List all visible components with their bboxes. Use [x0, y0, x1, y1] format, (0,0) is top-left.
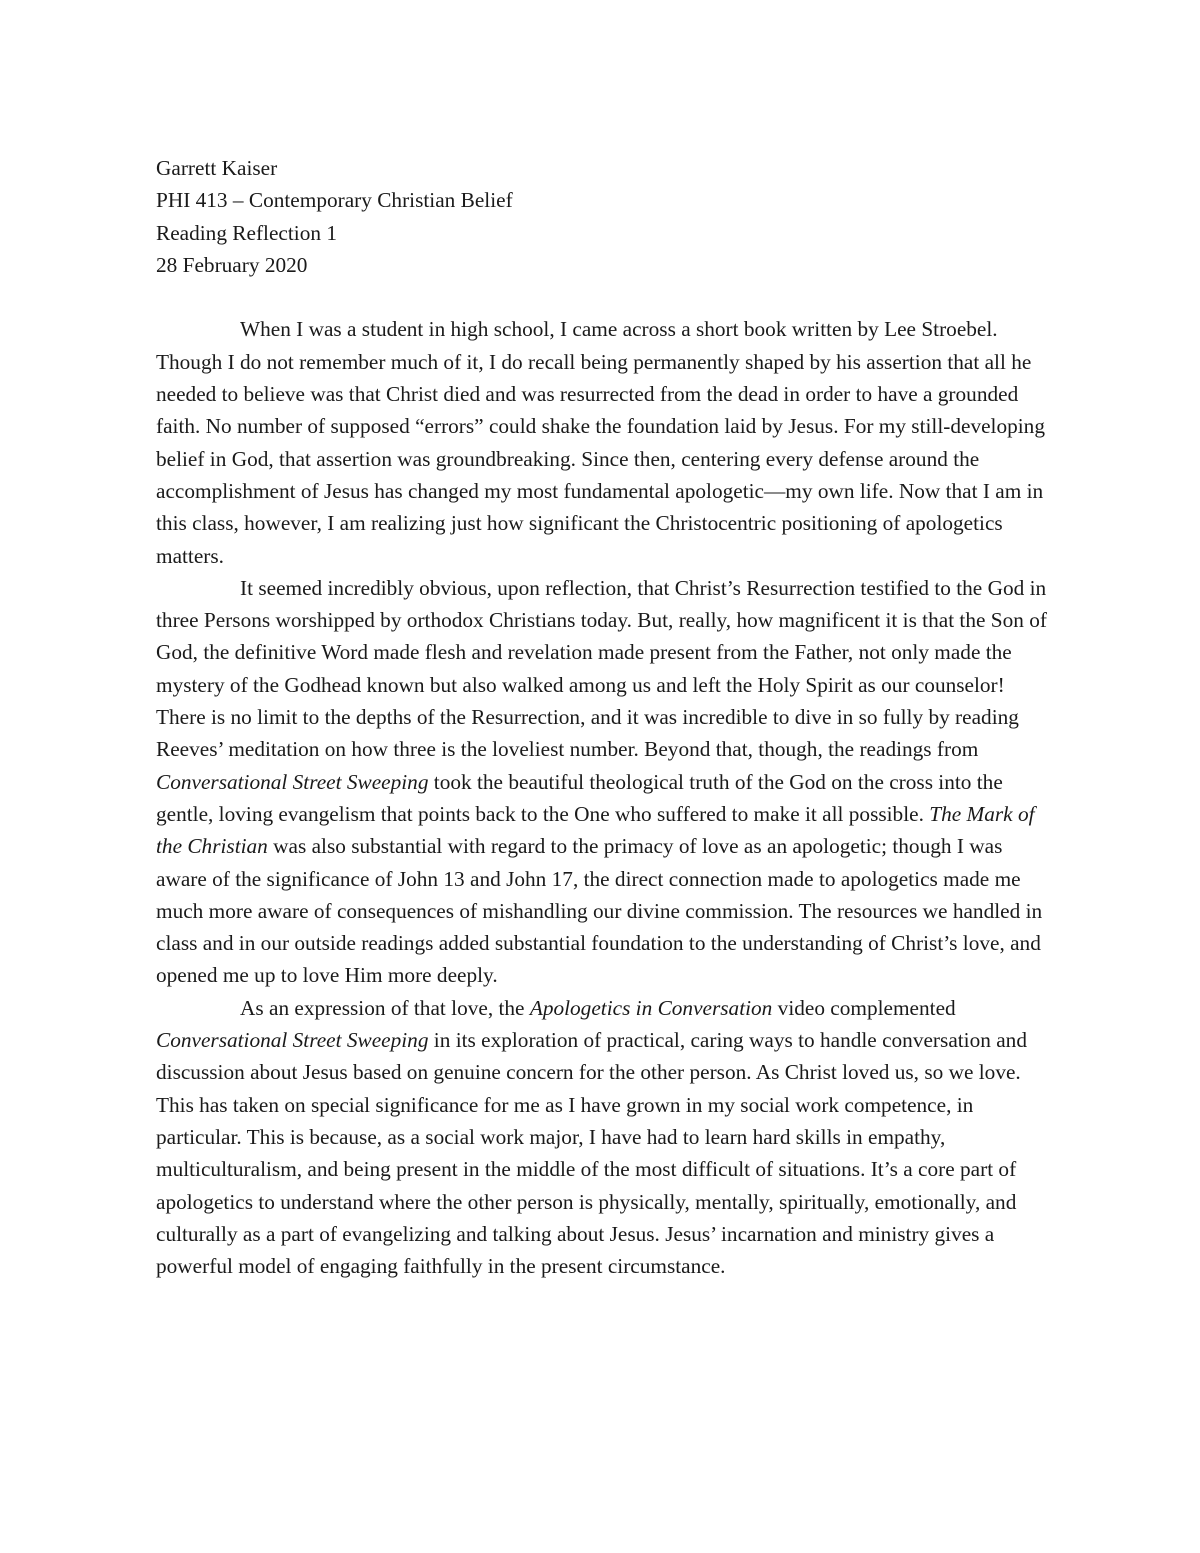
book-title-conversational-street-sweeping: Conversational Street Sweeping	[156, 769, 429, 794]
paragraph-3-text-a: As an expression of that love, the	[240, 995, 530, 1020]
paragraph-2	[156, 572, 1048, 992]
essay-body	[156, 313, 1048, 1282]
paragraph-3-text-b: video complemented	[772, 995, 956, 1020]
author-name: Garrett Kaiser	[156, 156, 278, 180]
course-title: PHI 413 – Contemporary Christian Belief	[156, 188, 513, 213]
paragraph-1-text: When I was a student in high school, I came across a short book written by Lee Stroebel. Though I do not remember much of it, I do recall being permanently shaped by his assertion that all he needed to believe was that Christ died and was resurrected from the dead in order to have a grounded faith. No number of supposed “errors” could shake the foundation laid by Jesus. For my still-developing belief in God, that assertion was groundbreaking. Since then, centering every defense around the accomplishment of Jesus has changed my most fundamental apologetic—my own life. Now that I am in this class, however, I am realizing just how significant the Christocentric positioning of apologetics matters.	[156, 317, 1045, 568]
assignment-title: Reading Reflection 1	[156, 220, 337, 245]
paragraph-3	[156, 992, 1048, 1283]
paragraph-2-text-b: took the beautiful theological truth of the God on the cross into the gentle, loving evangelism that points back to the One who suffered to make it all possible.	[156, 769, 1003, 826]
paragraph-2-text-a: It seemed incredibly obvious, upon reflection, that Christ’s Resurrection testified to the God in three Persons worshipped by orthodox Christians today. But, really, how magnificent it is that the Son of God, the definitive Word made flesh and revelation made present from the Father, not only made the mystery of the Godhead known but also walked among us and left the Holy Spirit as our counselor! There is no limit to the depths of the Resurrection, and it was incredible to dive in so fully by reading Reeves’ meditation on how three is the loveliest number. Beyond that, though, the readings from	[156, 575, 1047, 762]
book-title-conversational-street-sweeping-2: Conversational Street Sweeping	[156, 1028, 429, 1053]
document-body	[156, 152, 1048, 1282]
paragraph-2-text-c: was also substantial with regard to the primacy of love as an apologetic; though I was aware of the significance of John 13 and John 17, the direct connection made to apologetics made me much more aware of consequences of mishandling our divine commission. The resources we handled in class and in our outside readings added substantial foundation to the understanding of Christ’s love, and opened me up to love Him more deeply.	[156, 834, 1043, 988]
paragraph-1	[156, 313, 1048, 571]
book-title-mark-of-the-christian: The Mark of the Christian	[156, 801, 1035, 859]
paragraph-3-text-c: in its exploration of practical, caring ways to handle conversation and discussion about Jesus based on genuine concern for the other person. As Christ loved us, so we love. This has taken on special significance for me as I have grown in my social work competence, in particular. This is because, as a social work major, I have had to learn hard skills in empathy, multiculturalism, and being present in the middle of the most difficult of situations. It’s a core part of apologetics to understand where the other person is physically, mentally, spiritually, emotionally, and culturally as a part of evangelizing and talking about Jesus. Jesus’ incarnation and ministry gives a powerful model of engaging faithfully in the present circumstance.	[156, 1028, 1027, 1279]
video-title-apologetics-in-conversation: Apologetics in Conversation	[529, 995, 773, 1020]
document-date: 28 February 2020	[156, 252, 308, 277]
